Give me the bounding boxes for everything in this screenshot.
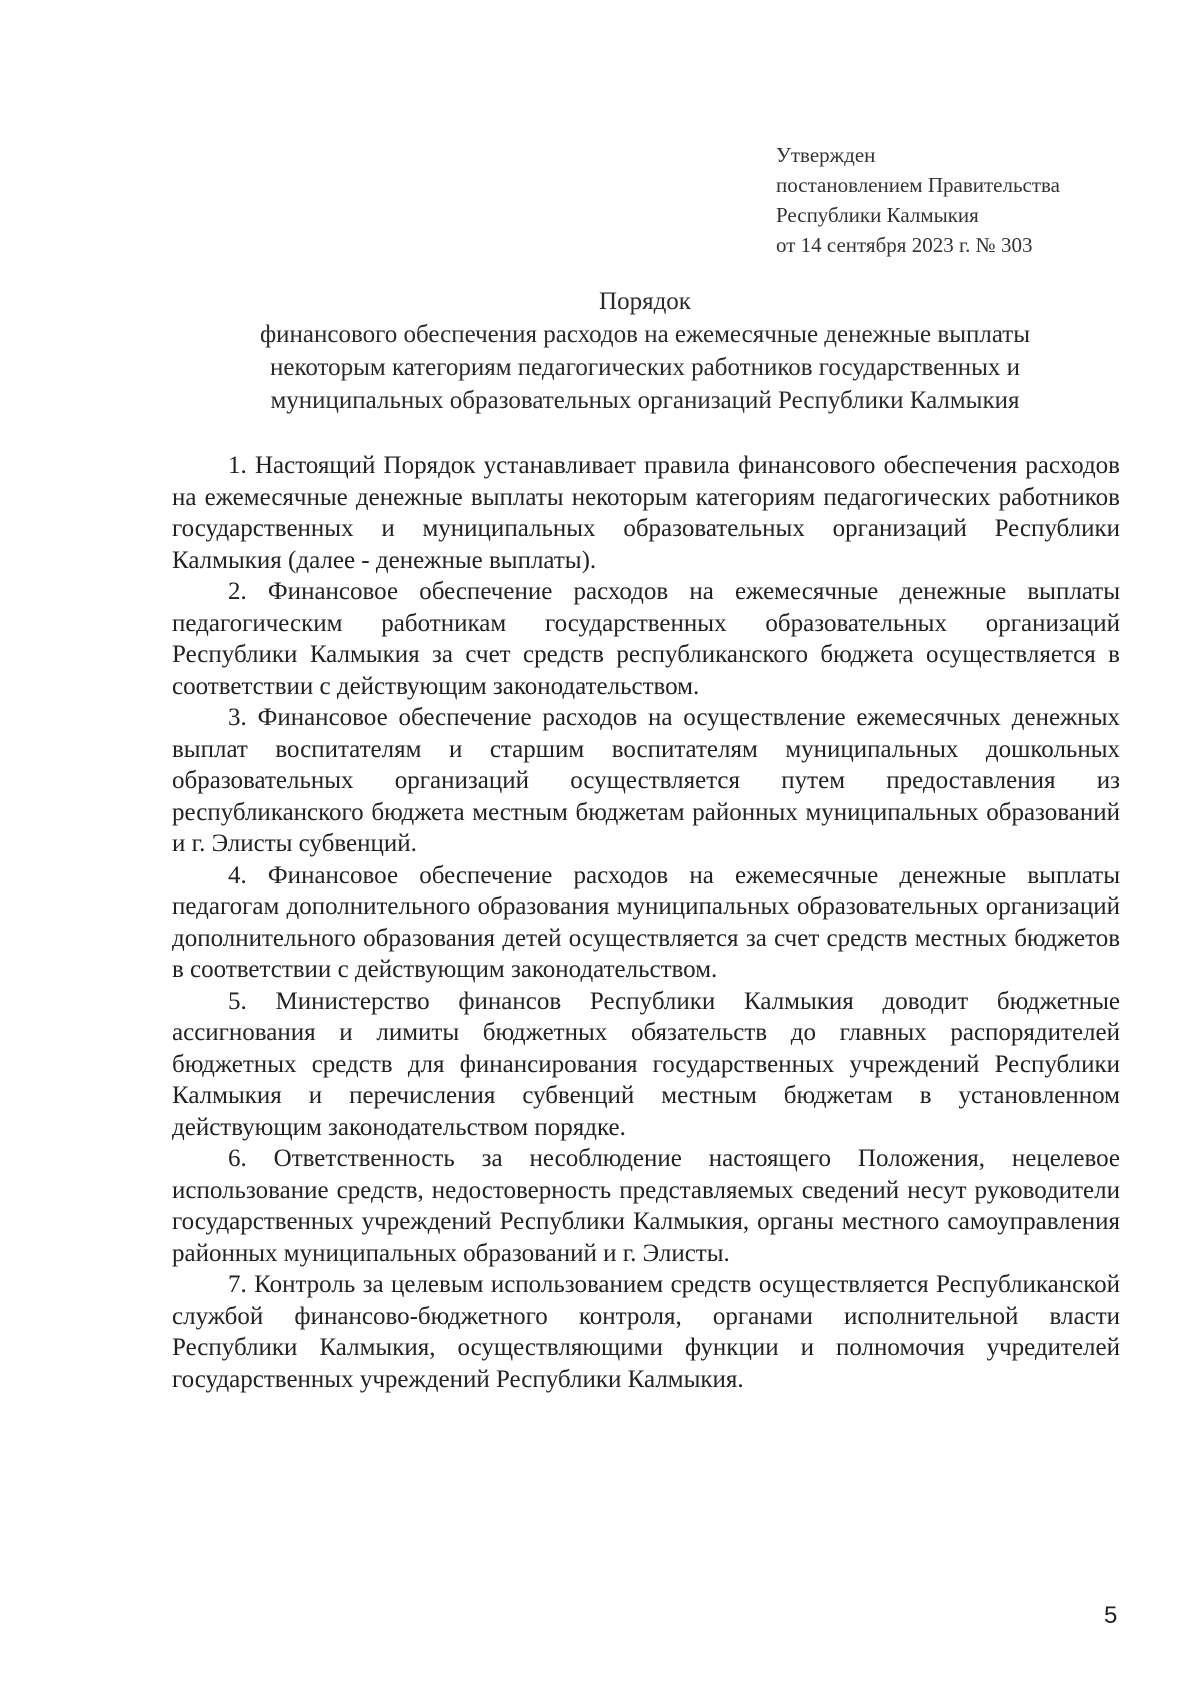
paragraph-6: 6. Ответственность за несоблюдение настоящего Положения, нецелевое использование средств, недостоверность представляемых сведений несут руководители государственных учреждений Республики Калмыкия, органы местного самоуправления районных муниципальных образований и г. Элисты. (172, 1145, 1120, 1267)
title-line: некоторым категориям педагогических работников государственных и (269, 354, 1020, 381)
approval-stamp (776, 140, 1136, 260)
paragraph-4: 4. Финансовое обеспечение расходов на ежемесячные денежные выплаты педагогам дополнительного образования муниципальных образовательных организаций дополнительного образования детей осуществляется за счет средств местных бюджетов в соответствии с действующим законодательством. (172, 861, 1120, 983)
page-number: 5 (1104, 1602, 1118, 1629)
approval-line: Утвержден (776, 143, 876, 167)
document-body (172, 450, 1120, 1395)
approval-line: постановлением Правительства (776, 173, 1061, 197)
paragraph-5: 5. Министерство финансов Республики Калмыкия доводит бюджетные ассигнования и лимиты бюджетных обязательств до главных распорядителей бюджетных средств для финансирования государственных учреждений Республики Калмыкия и перечисления субвенций местным бюджетам в установленном действующим законодательством порядке. (172, 987, 1120, 1141)
paragraph-7: 7. Контроль за целевым использованием средств осуществляется Республиканской службой финансово-бюджетного контроля, органами исполнительной власти Республики Калмыкия, осуществляющими функции и полномочия учредителей государственных учреждений Республики Калмыкия. (172, 1271, 1120, 1393)
paragraph-2: 2. Финансовое обеспечение расходов на ежемесячные денежные выплаты педагогическим работникам государственных образовательных организаций Республики Калмыкия за счет средств республиканского бюджета осуществляется в соответствии с действующим законодательством. (172, 578, 1120, 700)
approval-date-line: от 14 сентября 2023 г. № 303 (776, 233, 1033, 257)
paragraph-1: 1. Настоящий Порядок устанавливает правила финансового обеспечения расходов на ежемесячные денежные выплаты некоторым категориям педагогических работников государственных и муниципальных образовательных организаций Республики Калмыкия (далее - денежные выплаты). (172, 452, 1120, 574)
title-line: финансового обеспечения расходов на ежемесячные денежные выплаты (259, 321, 1031, 348)
approval-line: Республики Калмыкия (776, 203, 979, 227)
title-heading: Порядок (599, 288, 691, 315)
title-line: муниципальных образовательных организаций Республики Калмыкия (270, 387, 1020, 414)
document-title (170, 285, 1120, 417)
paragraph-3: 3. Финансовое обеспечение расходов на осуществление ежемесячных денежных выплат воспитателям и старшим воспитателям муниципальных дошкольных образовательных организаций осуществляется путем предоставления из республиканского бюджета местным бюджетам районных муниципальных образований и г. Элисты субвенций. (172, 704, 1120, 857)
